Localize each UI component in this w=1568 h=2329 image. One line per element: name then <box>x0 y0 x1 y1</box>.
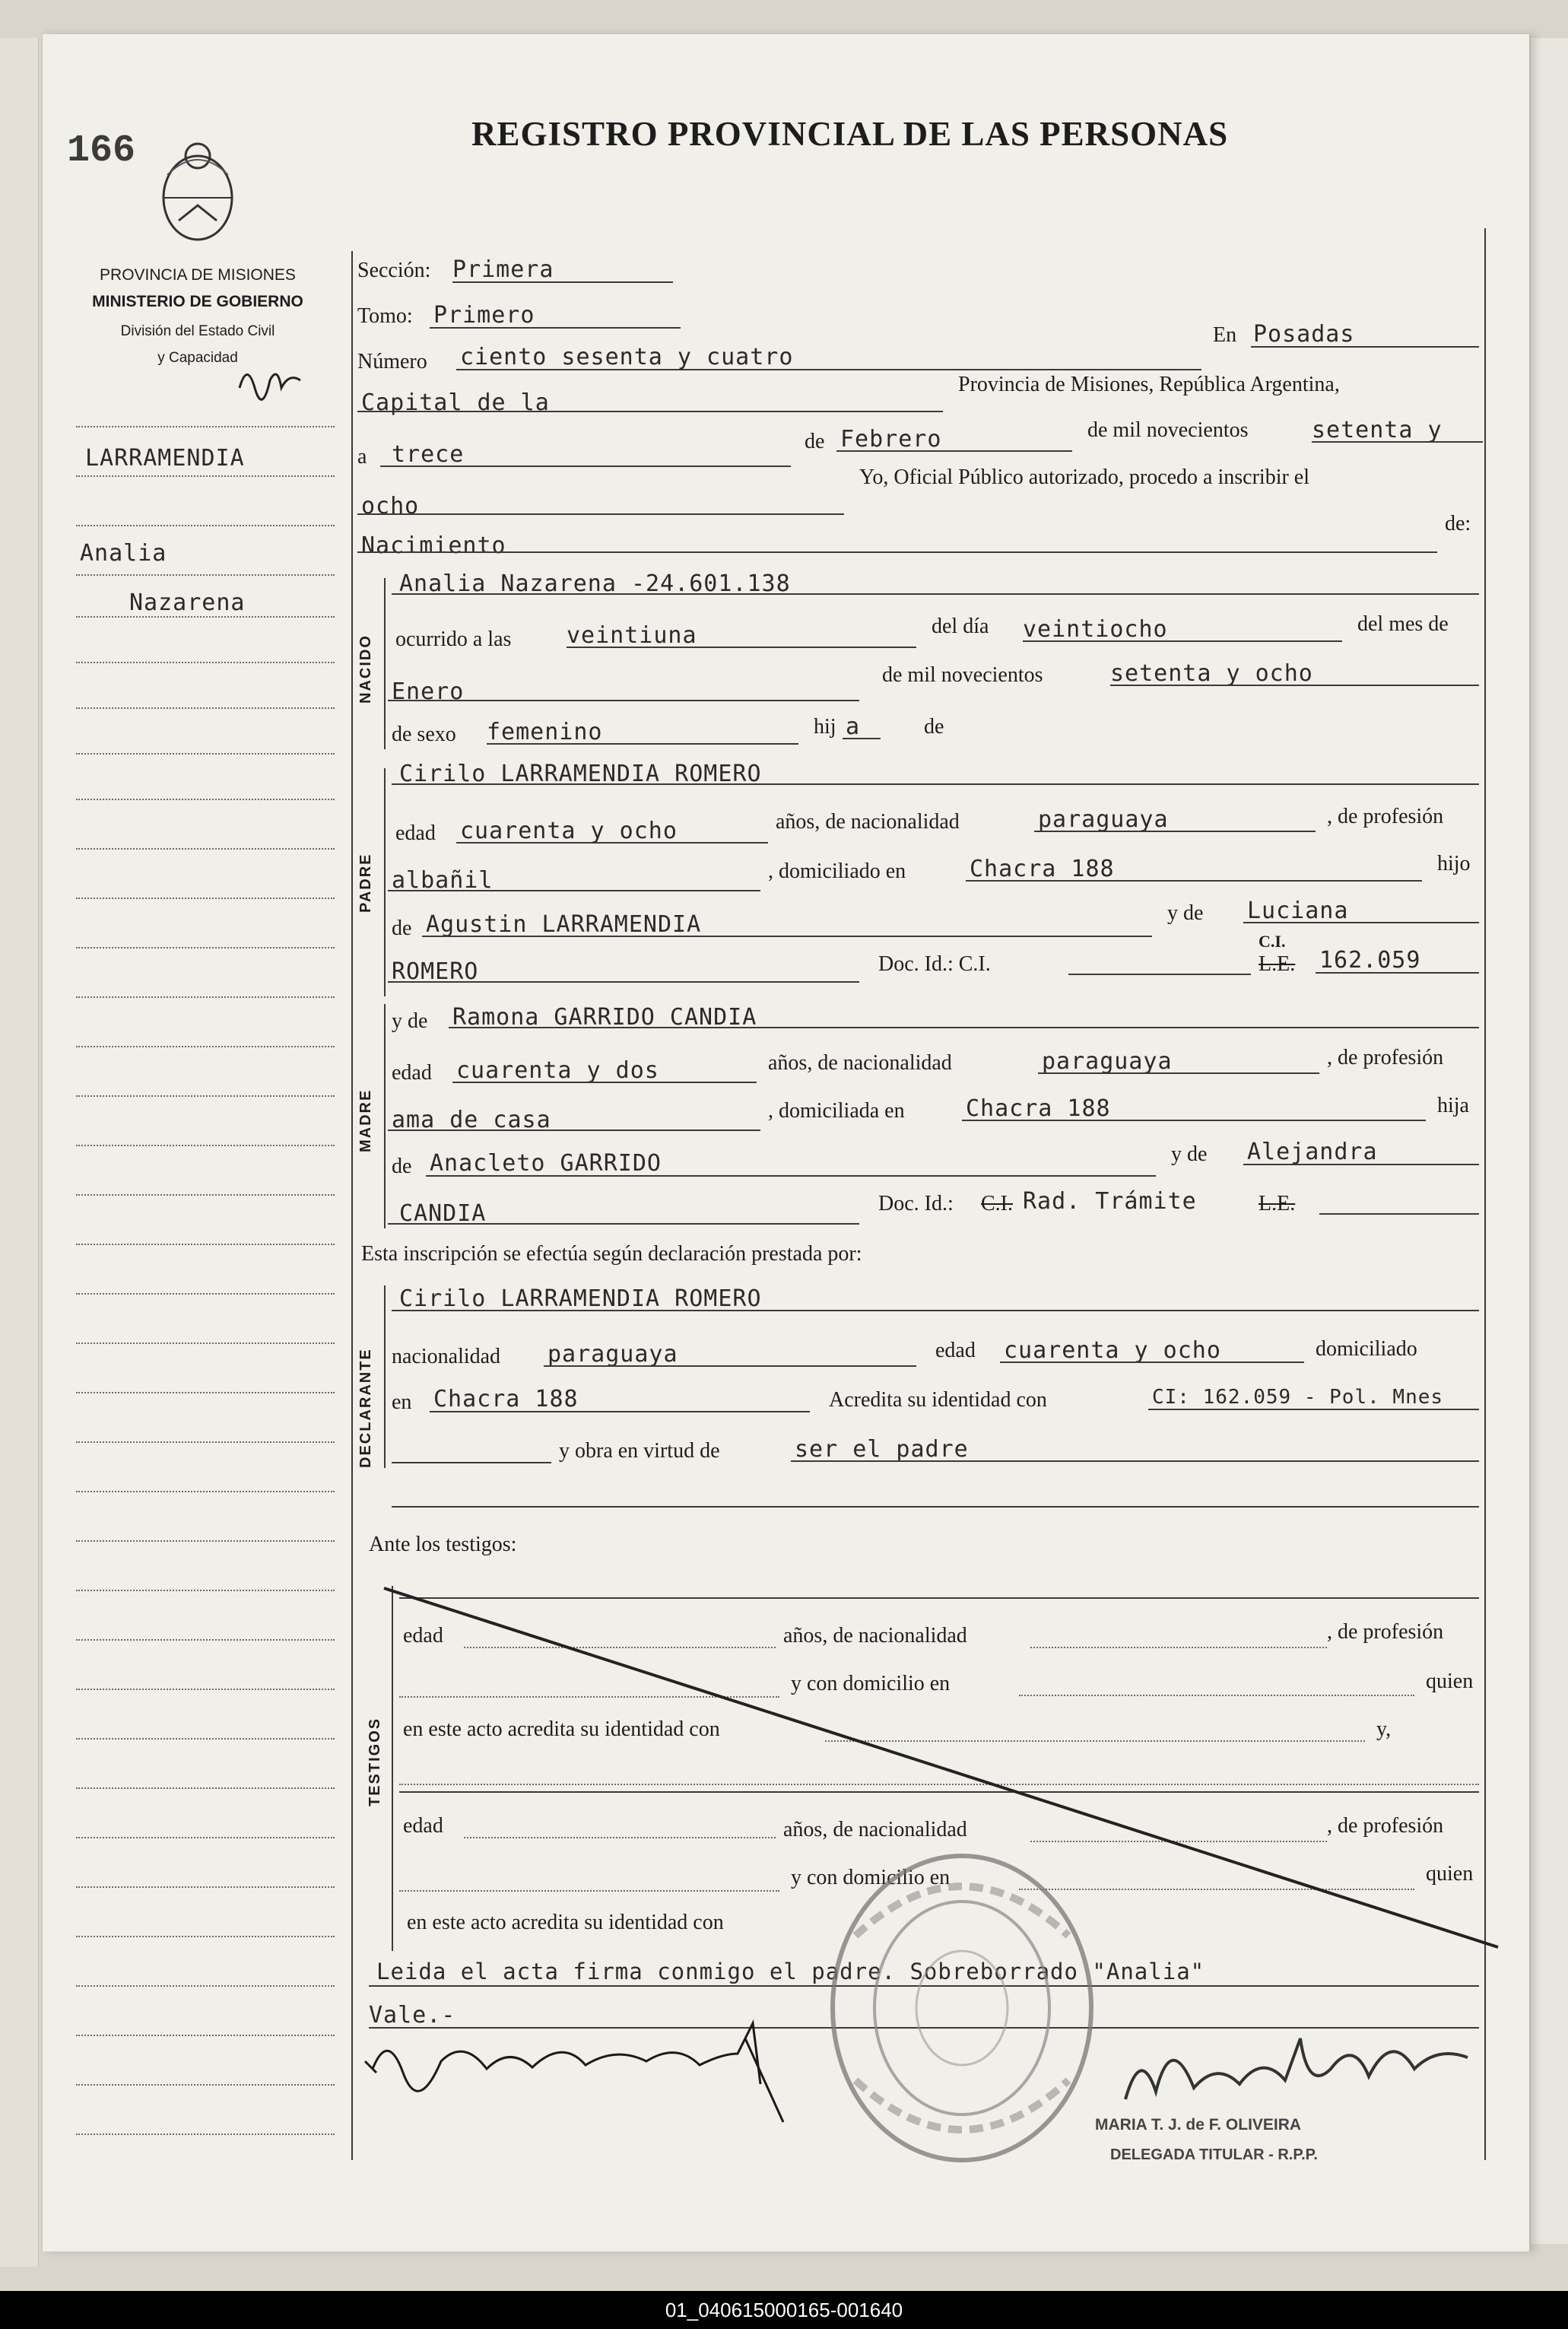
padre-dom-label: , domiciliado en <box>768 859 906 883</box>
del-mes-label: del mes de <box>1357 612 1449 636</box>
testigo2-prof-label: , de profesión <box>1327 1814 1444 1838</box>
declarante-en-label: en <box>392 1390 412 1414</box>
madre-doc-val: Rad. Trámite <box>1023 1188 1197 1215</box>
en-value: Posadas <box>1253 321 1355 348</box>
de-colon-label: de: <box>1445 512 1471 535</box>
ante-testigos-label: Ante los testigos: <box>369 1533 517 1556</box>
nacido-de-label: de <box>924 715 944 739</box>
margin-line <box>76 426 335 427</box>
margin-line <box>76 1540 335 1542</box>
margin-line <box>76 574 335 576</box>
declarante-obra: ser el padre <box>795 1436 969 1463</box>
padre-label: PADRE <box>357 853 374 913</box>
madre-doc-label: Doc. Id.: <box>878 1192 954 1215</box>
padre-padre: Agustin LARRAMENDIA <box>426 911 702 938</box>
padre-domicilio: Chacra 188 <box>970 856 1115 882</box>
testigo2-quien-label: quien <box>1426 1862 1474 1886</box>
margin-line <box>76 799 335 800</box>
padre-nacionalidad: paraguaya <box>1038 806 1169 833</box>
margin-line <box>76 1392 335 1393</box>
declarante-bracket <box>384 1285 386 1468</box>
dia-registro: trece <box>392 441 465 468</box>
margin-line <box>76 616 335 618</box>
madre-madre-2: CANDIA <box>399 1200 487 1227</box>
madre-bracket <box>384 1004 386 1228</box>
field-line <box>1251 346 1479 348</box>
field-line <box>388 1223 859 1225</box>
testigo1-quien-label: quien <box>1426 1670 1474 1693</box>
margin-line <box>76 2035 335 2036</box>
margin-line <box>76 1342 335 1344</box>
field-line <box>452 1082 757 1083</box>
declarante-nacionalidad: paraguaya <box>548 1341 678 1368</box>
margin-line <box>76 662 335 663</box>
padre-nac-label: años, de nacionalidad <box>776 810 960 834</box>
nacido-bracket <box>384 578 386 749</box>
page-title: REGISTRO PROVINCIAL DE LAS PERSONAS <box>471 115 1229 153</box>
madre-hija-label: hija <box>1437 1094 1469 1117</box>
padre-doc-alt: L.E. <box>1259 952 1296 976</box>
madre-yde2-label: y de <box>1171 1142 1208 1166</box>
acto-value: Nacimiento <box>361 532 506 559</box>
tomo-label: Tomo: <box>357 304 413 328</box>
testigo1-y-label: y, <box>1376 1717 1392 1741</box>
madre-padre: Anacleto GARRIDO <box>430 1150 662 1177</box>
field-line <box>388 700 859 701</box>
frame-left-line <box>351 251 353 2160</box>
coat-of-arms-icon <box>156 129 240 251</box>
official-signature <box>1110 2016 1506 2122</box>
margin-line <box>76 1787 335 1789</box>
folio-number: 166 <box>67 129 136 173</box>
margin-line <box>76 1639 335 1641</box>
declarante-nombre: Cirilo LARRAMENDIA ROMERO <box>399 1285 762 1312</box>
margin-line <box>76 1046 335 1047</box>
margin-line <box>76 1689 335 1690</box>
declarante-label: DECLARANTE <box>357 1348 374 1468</box>
margin-line <box>76 2084 335 2086</box>
field-line <box>392 1462 551 1463</box>
mes-registro: Febrero <box>840 426 942 453</box>
firmante-cargo: DELEGADA TITULAR - R.P.P. <box>1110 2146 1318 2163</box>
seccion-value: Primera <box>452 256 554 283</box>
madre-nac-label: años, de nacionalidad <box>768 1051 952 1075</box>
nacido-sexo: femenino <box>487 719 603 745</box>
field-line <box>1319 1213 1479 1215</box>
madre-yde-label: y de <box>392 1009 428 1033</box>
field-line <box>1110 685 1479 686</box>
mil-label: de mil novecientos <box>1087 418 1249 442</box>
field-line <box>791 1460 1479 1462</box>
adjacent-page-edge <box>1530 38 1568 2244</box>
declarante-domicilio: Chacra 188 <box>433 1386 579 1412</box>
margin-line <box>76 1936 335 1937</box>
padre-de-label: de <box>392 917 412 940</box>
cierre-nota: Leida el acta firma conmigo el padre. Sobreborrado "Analia" <box>376 1959 1205 1984</box>
division-line-2: y Capacidad <box>157 350 238 366</box>
margin-line <box>76 1985 335 1987</box>
margin-line <box>76 2134 335 2135</box>
official-seal-stamp <box>825 1844 1099 2172</box>
field-line <box>567 647 916 648</box>
anio-registro: setenta y <box>1312 417 1443 443</box>
field-line <box>966 880 1422 882</box>
nacido-mil-label: de mil novecientos <box>882 663 1043 687</box>
declarante-acredita: CI: 162.059 - Pol. Mnes <box>1152 1386 1444 1409</box>
field-line <box>388 1130 760 1131</box>
margin-line <box>76 1194 335 1196</box>
margin-line <box>76 753 335 755</box>
padre-doc-num: 162.059 <box>1319 947 1421 974</box>
sexo-label: de sexo <box>392 723 456 746</box>
margin-line <box>76 525 335 526</box>
padre-doc-ci: C.I. <box>1259 932 1286 951</box>
field-line <box>422 936 1152 937</box>
margin-line <box>76 475 335 477</box>
field-line <box>392 1310 1479 1311</box>
margin-line <box>76 707 335 709</box>
margin-line <box>76 898 335 899</box>
field-line <box>1148 1409 1479 1410</box>
madre-madre: Alejandra <box>1247 1139 1378 1165</box>
madre-dom-label: , domiciliada en <box>768 1099 905 1123</box>
field-line <box>843 738 881 739</box>
numero-label: Número <box>357 350 427 373</box>
testigo2-edad-label: edad <box>403 1814 443 1838</box>
madre-edad: cuarenta y dos <box>456 1057 659 1084</box>
field-line <box>544 1365 916 1367</box>
anio-registro-2: ocho <box>361 493 420 519</box>
margin-line <box>76 848 335 850</box>
declaracion-text: Esta inscripción se efectúa según declaración prestada por: <box>361 1242 862 1266</box>
field-line <box>1243 1164 1479 1165</box>
field-line <box>1068 974 1251 975</box>
field-line <box>357 513 844 515</box>
margin-line <box>76 1244 335 1245</box>
cierre-vale: Vale.- <box>369 2002 456 2029</box>
field-line <box>456 369 1201 370</box>
de-label: de <box>805 430 825 453</box>
field-line <box>836 450 1072 452</box>
en-label: En <box>1213 323 1237 347</box>
declarante-obra-label: y obra en virtud de <box>559 1439 720 1463</box>
field-line <box>962 1120 1426 1121</box>
oficial-text: Yo, Oficial Público autorizado, procedo a inscribir el <box>859 465 1310 489</box>
margin-line <box>76 947 335 948</box>
margin-name-2: Nazarena <box>129 589 246 616</box>
padre-edad-label: edad <box>395 821 436 845</box>
declarante-dom-label: domiciliado <box>1316 1337 1417 1361</box>
ministry-name: MINISTERIO DE GOBIERNO <box>92 293 303 310</box>
declarante-acredita-label: Acredita su identidad con <box>829 1388 1047 1412</box>
field-line <box>1243 922 1479 923</box>
field-line <box>452 281 673 283</box>
tomo-value: Primero <box>433 302 535 329</box>
field-line <box>487 743 798 745</box>
provincia-text: Provincia de Misiones, República Argentina, <box>958 373 1340 396</box>
testigo1-edad-label: edad <box>403 1624 443 1647</box>
testigo2-nac-label: años, de nacionalidad <box>783 1818 967 1841</box>
field-line <box>392 783 1479 785</box>
firmante-nombre: MARIA T. J. de F. OLIVEIRA <box>1095 2116 1302 2134</box>
padre-prof-label: , de profesión <box>1327 805 1444 828</box>
padre-hijo-label: hijo <box>1437 852 1471 875</box>
nacido-mes: Enero <box>392 678 465 705</box>
margin-line <box>76 996 335 998</box>
field-line <box>357 551 1437 553</box>
field-line <box>388 890 760 891</box>
madre-profesion: ama de casa <box>392 1107 551 1133</box>
nacido-nombre: Analia Nazarena -24.601.138 <box>399 570 791 597</box>
field-line <box>1316 972 1479 974</box>
binding-edge <box>0 38 39 2267</box>
margin-name-1: Analia <box>80 540 167 567</box>
margin-line <box>76 1145 335 1146</box>
a-label: a <box>357 445 367 469</box>
madre-label: MADRE <box>357 1088 374 1152</box>
margin-line <box>76 1590 335 1591</box>
nacido-hij: a <box>846 713 861 740</box>
ocurrido-label: ocurrido a las <box>395 628 512 651</box>
declarante-edad: cuarenta y ocho <box>1004 1337 1221 1364</box>
madre-prof-label: , de profesión <box>1327 1046 1444 1069</box>
testigo1-nac-label: años, de nacionalidad <box>783 1624 967 1647</box>
testigo1-acredita-label: en este acto acredita su identidad con <box>403 1717 720 1741</box>
nacido-label: NACIDO <box>357 634 374 704</box>
field-line <box>388 981 859 983</box>
madre-nacionalidad: paraguaya <box>1042 1048 1173 1075</box>
field-line <box>392 593 1479 595</box>
field-line <box>1312 441 1483 443</box>
madre-doc-alt: L.E. <box>1259 1192 1296 1215</box>
testigo2-dom-label: y con domicilio en <box>791 1866 951 1889</box>
division-line-1: División del Estado Civil <box>120 323 275 339</box>
margin-line <box>76 1441 335 1443</box>
numero-value: ciento sesenta y cuatro <box>460 344 794 370</box>
field-line <box>1000 1361 1304 1363</box>
margin-line <box>76 1886 335 1888</box>
field-line <box>1034 831 1316 832</box>
margin-surname: LARRAMENDIA <box>85 445 245 472</box>
field-line <box>430 1411 810 1412</box>
image-code-strip <box>0 2291 1568 2329</box>
padre-edad: cuarenta y ocho <box>460 818 678 844</box>
padre-bracket <box>384 768 386 996</box>
margin-line <box>76 1095 335 1097</box>
field-line <box>392 1506 1479 1508</box>
field-line <box>380 465 791 467</box>
field-line <box>1038 1072 1319 1074</box>
madre-doc-ci: C.I. <box>981 1192 1013 1215</box>
madre-de-label: de <box>392 1155 412 1178</box>
province-name: PROVINCIA DE MISIONES <box>100 266 296 284</box>
nacido-hora: veintiuna <box>567 622 697 649</box>
margin-line <box>76 1293 335 1295</box>
field-line <box>426 1175 1156 1177</box>
margin-line <box>76 1738 335 1740</box>
testigo1-prof-label: , de profesión <box>1327 1620 1444 1644</box>
padre-madre-2: ROMERO <box>392 958 479 985</box>
margin-line <box>76 1837 335 1838</box>
testigos-label: TESTIGOS <box>367 1717 383 1806</box>
initials-signature <box>236 357 304 403</box>
hij-label: hij <box>814 715 836 739</box>
declarant-signature <box>357 2008 829 2145</box>
declarante-edad-label: edad <box>935 1339 976 1362</box>
testigo2-acredita-label: en este acto acredita su identidad con <box>407 1911 724 1934</box>
padre-doc-label: Doc. Id.: C.I. <box>878 952 991 976</box>
margin-line <box>76 1491 335 1492</box>
image-code: 01_040615000165-001640 <box>665 2299 903 2321</box>
field-line <box>430 327 681 329</box>
declarante-nac-label: nacionalidad <box>392 1345 501 1368</box>
seccion-label: Sección: <box>357 259 431 282</box>
del-dia-label: del día <box>932 615 989 638</box>
madre-domicilio: Chacra 188 <box>966 1095 1111 1122</box>
madre-nombre: Ramona GARRIDO CANDIA <box>452 1004 757 1031</box>
capital-value: Capital de la <box>361 389 550 416</box>
field-line <box>449 1027 1479 1028</box>
nacido-anio: setenta y ocho <box>1110 660 1313 687</box>
madre-edad-label: edad <box>392 1061 432 1085</box>
field-line <box>456 842 768 844</box>
padre-madre: Luciana <box>1247 898 1349 924</box>
padre-profesion: albañil <box>392 867 494 894</box>
nacido-dia: veintiocho <box>1023 616 1168 643</box>
padre-nombre: Cirilo LARRAMENDIA ROMERO <box>399 761 762 787</box>
field-line <box>1023 640 1342 642</box>
testigo1-dom-label: y con domicilio en <box>791 1672 951 1695</box>
field-line <box>357 411 943 412</box>
padre-yde-label: y de <box>1167 901 1204 925</box>
